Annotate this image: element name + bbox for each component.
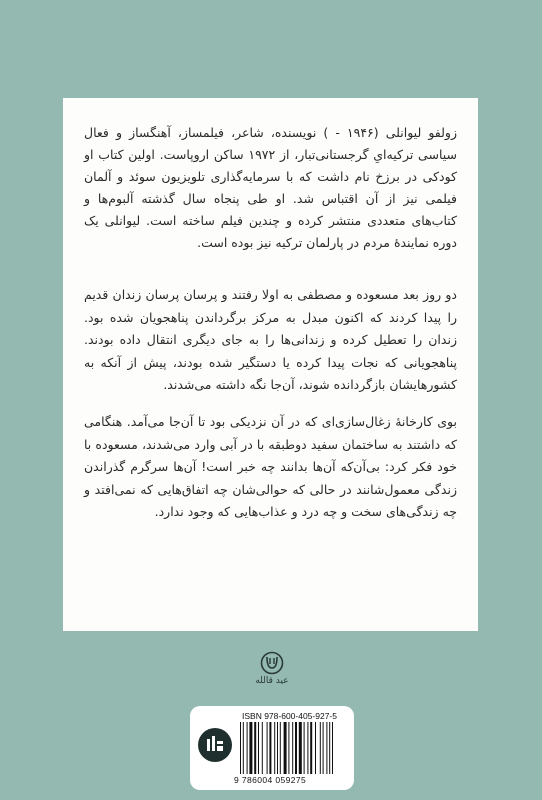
barcode-panel: [190, 706, 354, 790]
isbn-text: ISBN 978-600-405-927-5: [242, 711, 337, 721]
publisher-name: عید قالله: [255, 676, 289, 686]
book-excerpt-2: بوی کارخانهٔ زغال‌سازی‌ای که در آن نزدیکی بود تا آن‌جا می‌آمد. هنگامی که داشتند به ساختمان سفید دوطبقه با در آبی وارد می‌شدند، مسعوده با خود فکر کرد: بی‌آن‌که آن‌ها بدانند چه خبر است! آن‌ها سرگرم گذراندن زندگی معمول‌شانند در حالی که حوالی‌شان چه اتفاق‌هایی که نمی‌افتد و چه زندگی‌های سخت و چه درد و عذاب‌هایی که وجود ندارد.: [84, 413, 457, 520]
author-bio: زولفو لیوانلی (۱۹۴۶ - ) نویسنده، شاعر، فیلمساز، آهنگساز و فعال سیاسی ترکیه‌ایِ گرجستانی‌تبار، از ۱۹۷۲ ساکن اروپاست. اولین کتاب او کودکی در برزخ نام داشت که با سرمایه‌گذاری تلویزیون سوئد و آلمان فیلمی نیز از آن اقتباس شد. او طی پنجاه سال گذشته آلبوم‌ها و کتاب‌های متعددی منتشر کرده و چندین فیلم ساخته است. لیوانلی یک دوره نمایندهٔ مردم در پارلمان ترکیه نیز بوده است.: [84, 125, 457, 250]
book-excerpt-1: دو روز بعد مسعوده و مصطفی به اولا رفتند و پرسان پرسان زندان قدیم را پیدا کردند که اکنون مبدل به مرکز برگرداندن پناهجویان شده بود. زندان را تعطیل کرده و زندانی‌ها را به جای دیگری انتقال داده بودند. پناهجویانی که نجات پیدا کرده یا دستگیر شده بودند، پیش از آنکه به کشورهایشان بازگردانده شوند، آن‌جا نگه داشته می‌شدند.: [84, 287, 457, 393]
publisher-emblem-icon: [259, 651, 285, 675]
publisher-logo: [255, 651, 289, 687]
barcode-bars: [240, 722, 348, 774]
publisher-mini-logo-icon: [198, 728, 232, 762]
barcode-digits: 9 786004 059275: [234, 775, 307, 785]
back-cover-text-panel: [63, 98, 478, 631]
